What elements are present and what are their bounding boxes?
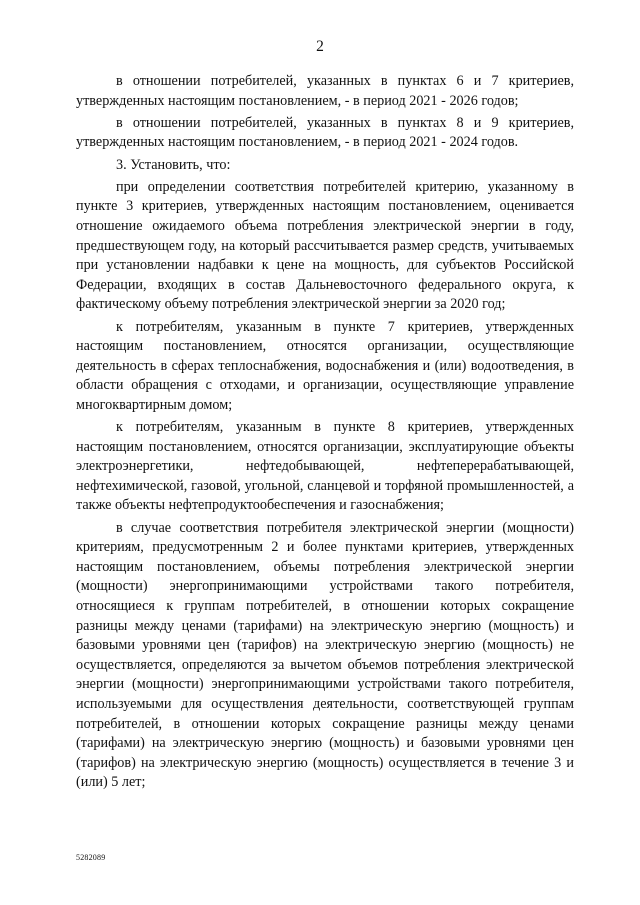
paragraph-period-items-6-7: в отношении потребителей, указанных в пунктах 6 и 7 критериев, утвержденных настоящим постановлением, - в период 2021 - 2026 годов; — [76, 73, 574, 109]
paragraph-item-7-consumers: к потребителям, указанным в пункте 7 критериев, утвержденных настоящим постановлением, относятся организации, осуществляющие деятельность в сферах теплоснабжения, водоснабжения и (или) водоотведения, в области обращения с отходами, и организации, осуществляющие управление многоквартирным домом; — [76, 318, 574, 413]
paragraph-period-items-8-9: в отношении потребителей, указанных в пунктах 8 и 9 критериев, утвержденных настоящим постановлением, - в период 2021 - 2024 годов. — [76, 114, 574, 151]
document-code: 5282089 — [76, 853, 106, 862]
page-number: 2 — [316, 38, 324, 55]
paragraph-item-8-consumers: к потребителям, указанным в пункте 8 критериев, утвержденных настоящим постановлением, относятся организации, эксплуатирующие объекты электроэнергетики, нефтедобывающей, нефтеперерабатывающей, нефтехимической, газовой, угольной, сланцевой и торфяной промышленностей, а также объекты нефтепродуктообеспечения и газоснабжения; — [76, 419, 574, 514]
paragraph-clause-3-heading: 3. Установить, что: — [116, 156, 231, 173]
paragraph-criterion-3-assessment: при определении соответствия потребителей критерию, указанному в пункте 3 критериев, утвержденных настоящим постановлением, оценивается отношение ожидаемого объема потребления электрической энергии в году, предшествующем году, на который рассчитывается размер средств, учитываемых при установлении надбавки к цене на мощность, для субъектов Российской Федерации, входящих в состав Дальневосточного федерального округа, к фактическому объему потребления электрической энергии за 2020 год; — [76, 178, 574, 313]
document-body — [76, 72, 574, 796]
paragraph-multiple-criteria: в случае соответствия потребителя электрической энергии (мощности) критериям, предусмотренным 2 и более пунктами критериев, утвержденных настоящим постановлением, объемы потребления электрической энергии (мощности) энергопринимающими устройствами такого потребителя, относящиеся к группам потребителей, в отношении которых сокращение разницы между ценами (тарифами) на электрическую энергию (мощность) и базовыми уровнями цен (тарифов) на электрическую энергию (мощность) не осуществляется, определяются за вычетом объемов потребления электрической энергии (мощности) энергопринимающими устройствами такого потребителя, используемыми для осуществления деятельности, соответствующей группам потребителей, в отношении которых сокращение разницы между ценами (тарифами) на электрическую энергию (мощность) и базовыми уровнями цен (тарифов) на электрическую энергию (мощность) осуществляется в течение 3 и (или) 5 лет; — [76, 519, 574, 791]
